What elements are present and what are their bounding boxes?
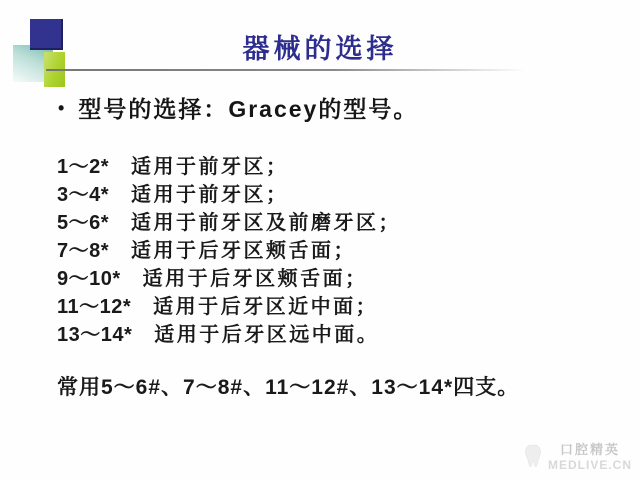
summary-line: 常用5～6#、7～8#、11～12#、13～14*四支。 [57,376,520,399]
model-list-row [57,178,401,206]
model-list-row [57,262,401,290]
model-list-row [57,318,401,346]
model-range: 11～12* [57,295,132,318]
tooth-logo-icon [521,443,545,469]
watermark-brand: 口腔精英 [559,442,620,457]
model-usage: 适用于前牙区； [131,155,289,178]
model-usage: 适用于后牙区远中面。 [154,323,380,346]
title-divider [46,69,526,71]
model-list-row [57,150,401,178]
watermark-site: MEDLIVE.CN [547,458,632,472]
bullet-marker: • [58,97,65,118]
model-range: 1～2* [57,155,110,178]
model-usage: 适用于后牙区近中面； [153,295,379,318]
model-range: 3～4* [57,183,110,206]
bullet-line [58,91,418,124]
slide-title: 器械的选择 [242,34,398,64]
model-range: 13～14* [57,323,133,346]
model-range: 7～8* [57,239,110,262]
model-usage: 适用于前牙区； [131,183,289,206]
model-list-row [57,206,401,234]
model-range: 9～10* [57,267,121,290]
bullet-text: 型号的选择：Gracey的型号。 [78,96,419,122]
model-usage: 适用于后牙区颊舌面； [131,239,357,262]
model-usage: 适用于后牙区颊舌面； [142,267,368,290]
model-list [57,150,401,346]
watermark [521,439,632,472]
model-range: 5～6* [57,211,110,234]
model-list-row [57,234,401,262]
watermark-text [548,439,632,472]
model-list-row [57,290,401,318]
model-usage: 适用于前牙区及前磨牙区； [131,211,402,234]
